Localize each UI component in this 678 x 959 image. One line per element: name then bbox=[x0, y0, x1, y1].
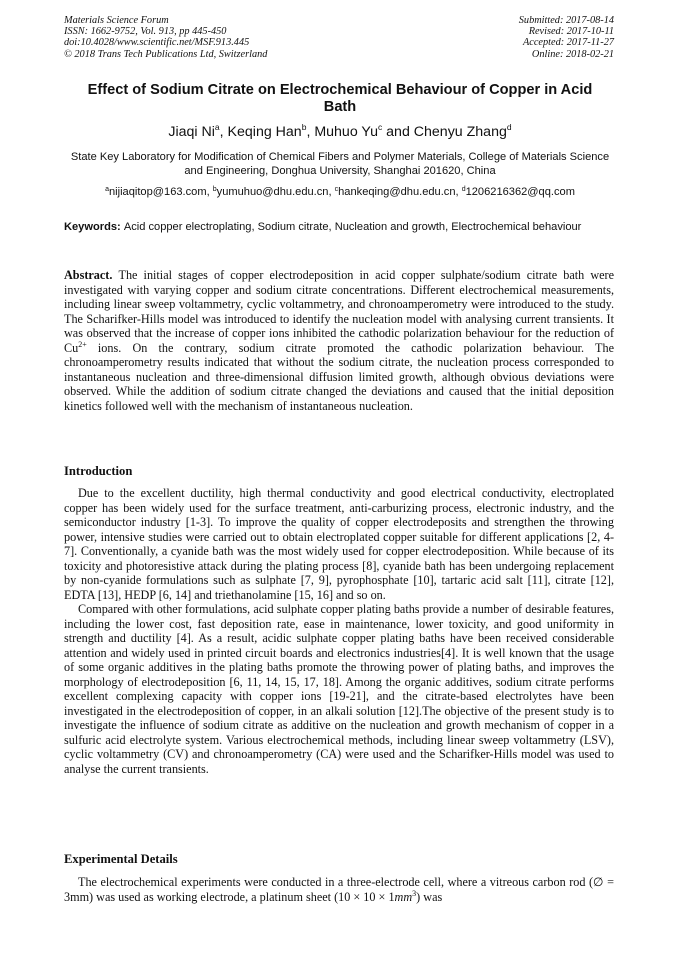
keywords-block bbox=[64, 221, 614, 235]
unit: mm bbox=[394, 889, 413, 904]
author-name: Keqing Han bbox=[227, 124, 302, 140]
experimental-text-continued: ) was bbox=[416, 889, 443, 904]
paper-title: Effect of Sodium Citrate on Electrochemical Behaviour of Copper in Acid Bath bbox=[87, 82, 593, 115]
online-date: Online: 2018-02-21 bbox=[531, 48, 614, 60]
email-marker: d bbox=[461, 186, 466, 193]
email-marker: c bbox=[334, 186, 339, 193]
author-separator: , bbox=[219, 124, 228, 140]
email-link[interactable]: 1206216362@qq.com bbox=[465, 186, 575, 198]
author-list bbox=[60, 124, 620, 141]
email-list bbox=[40, 186, 640, 200]
email-link[interactable]: nijiaqitop@163.com bbox=[108, 186, 207, 198]
abstract-text-continued: ions. On the contrary, sodium citrate promoted the cathodic polarization behaviour. The chronoamperometry results indicated that without the sodium citrate, the nucleation process corresponded to instantaneous nucleation and three-dimensional diffusion limited growth, although obvious deviations were observed. While the addition of sodium citrate changed the deviations and caused that the initial deposition kinetics followed well with the mechanism of instantaneous nucleation. bbox=[64, 340, 614, 413]
email-separator: , bbox=[328, 186, 335, 198]
author-marker: c bbox=[377, 122, 383, 132]
experimental-body bbox=[64, 875, 614, 904]
issn-line: ISSN: 1662-9752, Vol. 913, pp 445-450 bbox=[64, 26, 227, 38]
email-link[interactable]: hankeqing@dhu.edu.cn bbox=[338, 186, 456, 198]
paragraph: Due to the excellent ductility, high thermal conductivity and good electrical conductivity, electroplated copper has been widely used for the surface treatment, anti-carburizing process, electronic industry, and the semiconductor industry [1-3]. To improve the quality of copper electrodeposits and strengthen the throwing power, intensive studies were carried out to obtain electroplated copper suitable for different applications [2, 4-7]. Conventionally, a cyanide bath was the most widely used for copper electrodeposition. While because of its toxicity and photoresistive attack during the plating process [8], cyanide bath has been undergoing replacement by non-cyanide formulations such as sulphate [7, 9], pyrophosphate [10], tartaric acid salt [11], citrate [12], EDTA [13], HEDP [6, 14] and triethanolamine [15, 16] and so on. bbox=[64, 486, 614, 602]
email-separator: , bbox=[455, 186, 462, 198]
abstract-text: The initial stages of copper electrodeposition in acid copper sulphate/sodium citrate bath were investigated with varying copper and sodium citrate concentrations. Different electrochemical measurements, including linear sweep voltammetry, cyclic voltammetry, and chronoamperometry were introduced to the study. The Scharifker-Hills model was introduced to identify the nucleation model with analysing current transients. It was observed that the increase of copper ions inhibited the cathodic polarization behaviour for the reduction of Cu bbox=[64, 268, 615, 355]
doi-line: doi:10.4028/www.scientific.net/MSF.913.445 bbox=[64, 37, 250, 49]
copyright-line: © 2018 Trans Tech Publications Ltd, Switzerland bbox=[64, 48, 268, 60]
abstract-block bbox=[64, 268, 614, 413]
abstract-label: Abstract. bbox=[64, 268, 113, 282]
affiliation: State Key Laboratory for Modification of Chemical Fibers and Polymer Materials, College of Materials Science and Engineering, Donghua University, Shanghai 201620, China bbox=[70, 151, 610, 177]
introduction-body bbox=[64, 486, 614, 776]
author-marker: b bbox=[301, 122, 307, 132]
journal-info bbox=[64, 15, 267, 60]
introduction-heading: Introduction bbox=[64, 464, 133, 478]
accepted-date: Accepted: 2017-11-27 bbox=[522, 37, 614, 49]
unit-exponent: 3 bbox=[412, 888, 417, 898]
email-marker: b bbox=[212, 186, 217, 193]
author-separator: and bbox=[382, 124, 414, 140]
author-name: Jiaqi Ni bbox=[168, 124, 215, 140]
author-separator: , bbox=[306, 124, 315, 140]
keywords-text: Acid copper electroplating, Sodium citrate, Nucleation and growth, Electrochemical behaviour bbox=[123, 221, 582, 233]
author-marker: d bbox=[506, 122, 512, 132]
journal-name: Materials Science Forum bbox=[64, 15, 169, 26]
submitted-date: Submitted: 2017-08-14 bbox=[518, 15, 614, 26]
author-name: Chenyu Zhang bbox=[413, 124, 507, 140]
paragraph: Compared with other formulations, acid sulphate copper plating baths provide a number of desirable features, including the lower cost, fast deposition rate, ease in maintenance, lower toxicity, and good uniformity in strength and ductility [4]. As a result, acidic sulphate copper plating baths have been received considerable attention and widely used in printed circuit boards and electronics industries[4]. It is well known that the usage of some organic additives in the plating baths promote the throwing power of plating baths, and improves the morphology of electrodeposition [6, 11, 14, 15, 17, 18]. Among the organic additives, sodium citrate performs excellent complexing capacity with copper ions [19-21], and the citrate-based electrolytes have been investigated in the electrodeposition of copper, in an alkali solution [12].The objective of the present study is to investigate the influence of sodium citrate as additive on the nucleation and growth mechanism of copper in a sulfuric acid electrolyte system. Various electrochemical methods, including linear sweep voltammetry (LSV), cyclic voltammetry (CV) and chronoamperometry (CA) were used and the Scharifker-Hills model was used to analyse the current transients. bbox=[64, 602, 614, 776]
email-link[interactable]: yumuhuo@dhu.edu.cn bbox=[216, 186, 329, 198]
email-marker: a bbox=[105, 186, 109, 193]
experimental-text: The electrochemical experiments were conducted in a three-electrode cell, where a vitreous carbon rod (∅ = 3mm) was used as working electrode, a platinum sheet (10 × 10 × 1 bbox=[64, 875, 614, 904]
revised-date: Revised: 2017-10-11 bbox=[528, 26, 614, 38]
dates-info bbox=[519, 15, 614, 60]
author-name: Muhuo Yu bbox=[314, 124, 378, 140]
keywords-label: Keywords: bbox=[64, 221, 121, 233]
email-separator: , bbox=[206, 186, 213, 198]
ion-charge: 2+ bbox=[78, 339, 87, 349]
experimental-heading: Experimental Details bbox=[64, 852, 178, 866]
author-marker: a bbox=[214, 122, 220, 132]
